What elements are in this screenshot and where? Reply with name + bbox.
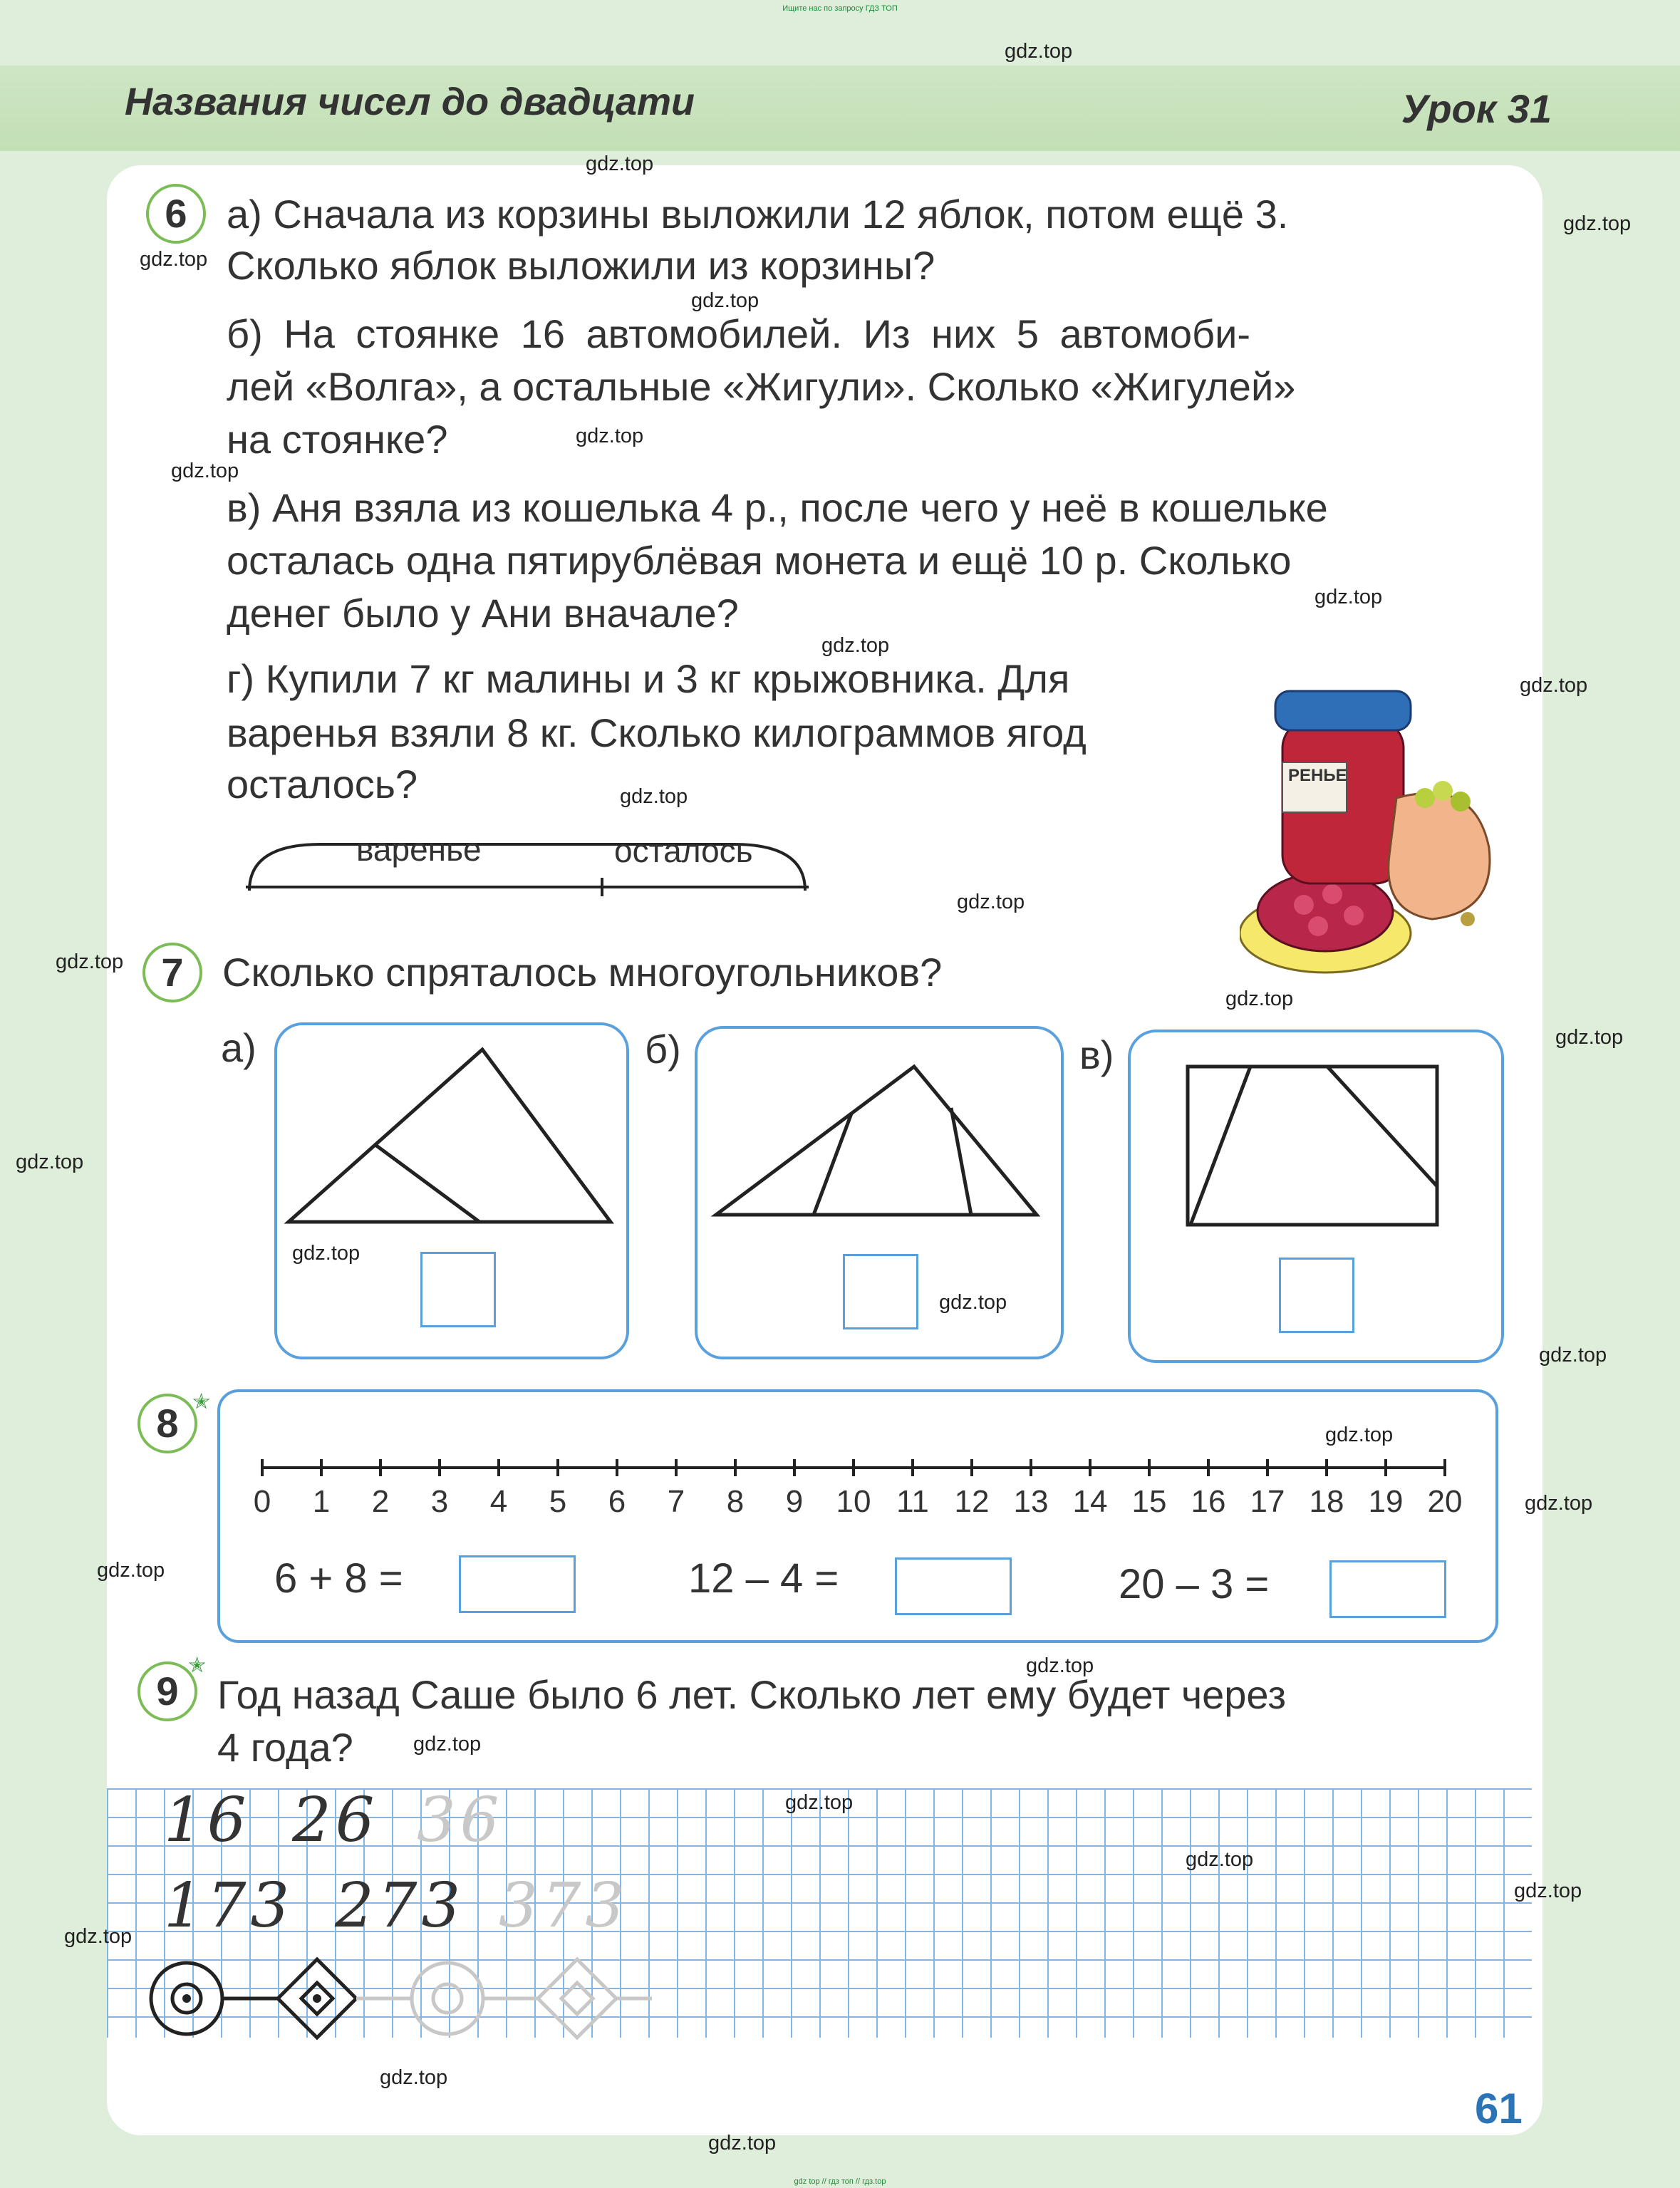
- handwriting-26: 26: [292, 1785, 379, 1856]
- figure-label-c: в): [1079, 1032, 1114, 1077]
- number-line-label: 15: [1131, 1484, 1167, 1519]
- number-line-label: 0: [253, 1484, 271, 1519]
- number-line-label: 20: [1427, 1484, 1463, 1519]
- page-number: 61: [1475, 2085, 1523, 2132]
- number-line: [249, 1446, 1461, 1489]
- watermark: gdz.top: [620, 785, 688, 808]
- watermark: gdz.top: [957, 891, 1025, 913]
- jar-label: РЕНЬЕ: [1288, 766, 1347, 785]
- equation-3-answer-box[interactable]: [1329, 1560, 1446, 1618]
- watermark: gdz.top: [171, 460, 239, 482]
- task-6v-line-3: денег было у Ани вначале?: [227, 591, 739, 636]
- task-7-question: Сколько спряталось многоугольников?: [222, 950, 943, 995]
- watermark: gdz.top: [1525, 1492, 1593, 1515]
- watermark: gdz.top: [708, 2132, 777, 2155]
- number-line-label: 12: [954, 1484, 990, 1519]
- number-line-label: 18: [1309, 1484, 1344, 1519]
- watermark: gdz.top: [413, 1733, 482, 1756]
- watermark: gdz.top: [1539, 1344, 1607, 1367]
- number-line-label: 16: [1191, 1484, 1226, 1519]
- answer-box-a[interactable]: [420, 1252, 496, 1327]
- watermark: gdz.top: [1005, 40, 1073, 63]
- watermark: gdz.top: [140, 248, 208, 271]
- watermark: gdz.top: [97, 1559, 165, 1582]
- equation-1: 6 + 8 =: [274, 1555, 403, 1602]
- watermark: gdz.top: [1563, 212, 1632, 235]
- number-line-label: 3: [430, 1484, 449, 1519]
- task-6a-line-1: а) Сначала из корзины выложили 12 яблок, потом ещё 3.: [227, 192, 1289, 237]
- watermark: gdz.top: [292, 1242, 361, 1265]
- task-6b-line-1: б) На стоянке 16 автомобилей. Из них 5 автомоби-: [227, 311, 1250, 356]
- number-line-label: 19: [1368, 1484, 1404, 1519]
- task-8-number: 8: [138, 1394, 197, 1453]
- watermark: gdz.top: [1186, 1848, 1254, 1871]
- handwriting-173: 173: [164, 1870, 294, 1941]
- task-6g-line-2: варенья взяли 8 кг. Сколько килограммов ягод: [227, 710, 1087, 755]
- number-line-label: 7: [667, 1484, 685, 1519]
- task-6v-line-2: осталась одна пятирублёвая монета и ещё 10 р. Сколько: [227, 538, 1292, 583]
- handwriting-373: 373: [499, 1870, 629, 1941]
- top-note: Ищите нас по запросу ГДЗ ТОП: [782, 4, 898, 13]
- watermark: gdz.top: [1514, 1879, 1582, 1902]
- watermark: gdz.top: [1026, 1654, 1094, 1677]
- answer-box-b[interactable]: [843, 1254, 918, 1329]
- page-title: Названия чисел до двадцати: [125, 81, 695, 123]
- watermark: gdz.top: [1225, 987, 1294, 1010]
- task-9-line-1: Год назад Саше было 6 лет. Сколько лет ему будет через: [217, 1672, 1286, 1717]
- task-9-number: 9: [138, 1661, 197, 1721]
- task-6g-line-3: осталось?: [227, 762, 418, 807]
- number-line-label: 4: [489, 1484, 508, 1519]
- number-line-label: 17: [1250, 1484, 1285, 1519]
- number-line-label: 11: [896, 1484, 929, 1519]
- number-line-label: 8: [726, 1484, 745, 1519]
- task-6a-line-2: Сколько яблок выложили из корзины?: [227, 243, 935, 288]
- diagram-left-label: варенье: [356, 831, 482, 868]
- lesson-label: Урок 31: [1401, 86, 1552, 131]
- task-6g-line-1: г) Купили 7 кг малины и 3 кг крыжовника. Для: [227, 656, 1070, 701]
- task-7-number: 7: [142, 943, 202, 1002]
- number-line-label: 13: [1013, 1484, 1049, 1519]
- watermark: gdz.top: [821, 634, 890, 657]
- watermark: gdz.top: [785, 1791, 854, 1814]
- watermark: gdz.top: [691, 289, 759, 312]
- task-6b-line-3: на стоянке?: [227, 417, 448, 462]
- number-line-label: 5: [549, 1484, 567, 1519]
- number-line-label: 6: [608, 1484, 626, 1519]
- equation-1-answer-box[interactable]: [459, 1555, 576, 1613]
- pattern-sequence: [142, 1956, 670, 2048]
- answer-box-c[interactable]: [1279, 1258, 1354, 1333]
- handwriting-273: 273: [335, 1870, 465, 1941]
- diagram-right-label: осталось: [614, 832, 753, 869]
- number-line-label: 2: [371, 1484, 390, 1519]
- star-icon-2: ✭: [188, 1654, 207, 1677]
- star-icon: ✭: [192, 1390, 211, 1414]
- task-6b-line-2: лей «Волга», а остальные «Жигули». Сколько «Жигулей»: [227, 364, 1296, 409]
- watermark: gdz.top: [380, 2066, 448, 2089]
- task-6v-line-1: в) Аня взяла из кошелька 4 р., после чего у неё в кошельке: [227, 485, 1328, 530]
- watermark: gdz.top: [1520, 674, 1588, 697]
- figure-label-b: б): [645, 1027, 681, 1072]
- task-6-number: 6: [146, 184, 206, 244]
- jam-jar-illustration: [1240, 677, 1503, 976]
- equation-2: 12 – 4 =: [688, 1555, 839, 1602]
- number-line-label: 1: [312, 1484, 331, 1519]
- watermark: gdz.top: [576, 425, 644, 447]
- number-line-label: 10: [836, 1484, 871, 1519]
- watermark: gdz.top: [64, 1925, 133, 1948]
- watermark: gdz.top: [1555, 1026, 1624, 1049]
- figure-label-a: а): [221, 1025, 256, 1070]
- watermark: gdz.top: [1325, 1424, 1394, 1446]
- watermark: gdz.top: [939, 1291, 1007, 1314]
- number-line-label: 14: [1072, 1484, 1108, 1519]
- watermark: gdz.top: [16, 1151, 84, 1173]
- task-9-line-2: 4 года?: [217, 1725, 353, 1770]
- equation-3: 20 – 3 =: [1119, 1561, 1270, 1607]
- number-line-label: 9: [785, 1484, 804, 1519]
- bottom-note: gdz top // гдз топ // гдз.top: [794, 2177, 886, 2186]
- watermark: gdz.top: [586, 152, 654, 175]
- handwriting-36: 36: [417, 1785, 504, 1856]
- watermark: gdz.top: [56, 950, 124, 973]
- watermark: gdz.top: [1315, 586, 1383, 608]
- equation-2-answer-box[interactable]: [895, 1557, 1012, 1615]
- handwriting-16: 16: [164, 1785, 251, 1856]
